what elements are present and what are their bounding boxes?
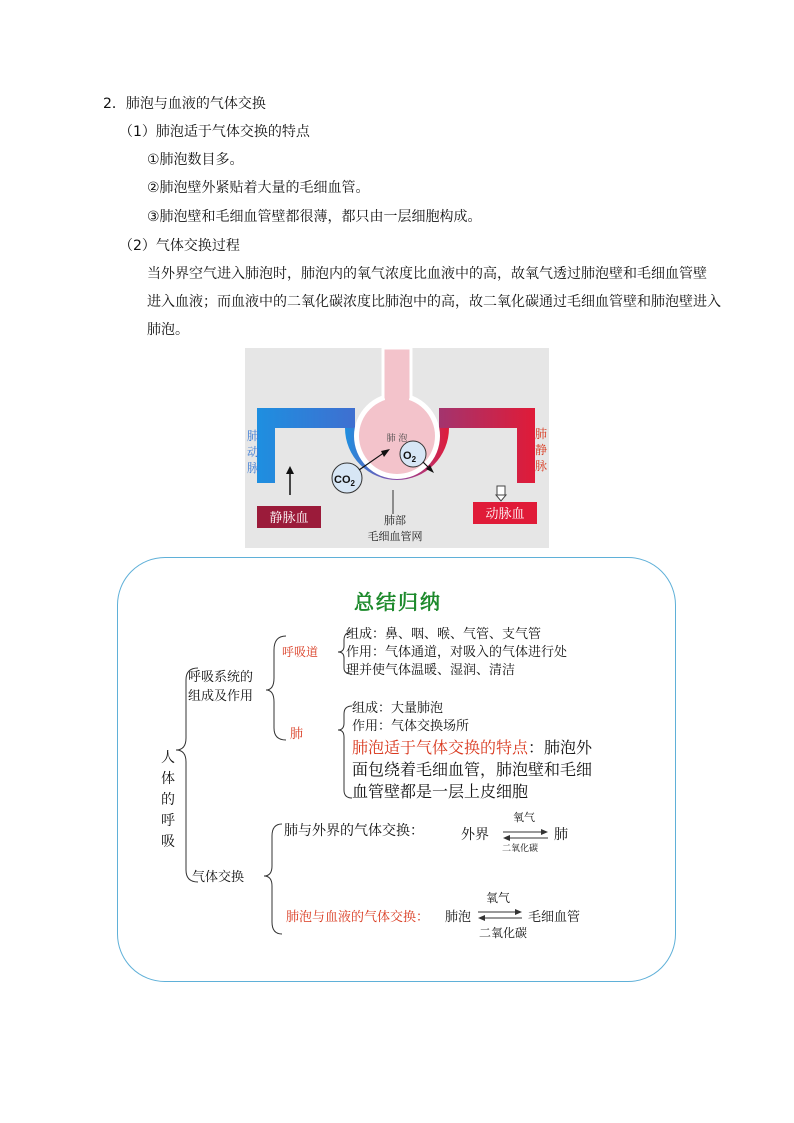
- o2-label: $O_2$: [403, 450, 417, 464]
- t-right-vessel-char: 肺: [534, 427, 548, 441]
- ex1-top: 氧气: [513, 811, 535, 824]
- ex1-label: 肺与外界的气体交换：: [284, 823, 424, 839]
- lung-line-1: 组成：大量肺泡: [352, 701, 444, 716]
- ex2-label: 肺泡与血液的气体交换：: [286, 910, 430, 925]
- alveolus-neck: [385, 388, 409, 404]
- lung-bracket: [338, 706, 352, 798]
- ex2-left: 肺泡: [445, 910, 472, 925]
- exchange-bracket: [264, 824, 282, 934]
- t-left-vessel-char: 肺: [246, 429, 260, 443]
- ex1-bottom: 二氧化碳: [502, 844, 539, 854]
- venous-blood-label: 静脉血: [269, 511, 309, 526]
- ex2-bottom: 二氧化碳: [479, 926, 528, 940]
- airway-line-2: 作用：气体通道，对吸入的气体进行处: [346, 645, 568, 660]
- lung-feature-heading: 肺泡适于气体交换的特点: [352, 738, 529, 757]
- lung-feature-line-3: 血管壁都是一层上皮细胞: [352, 782, 529, 801]
- system-label-line-1: 呼吸系统的: [188, 670, 254, 685]
- co2-label: $CO_2$: [334, 474, 355, 488]
- lung-feature-text-1: ：肺泡外: [528, 738, 593, 757]
- section-heading: 2．肺泡与血液的气体交换: [103, 96, 266, 112]
- paragraph-line-1: 当外界空气进入肺泡时，肺泡内的氧气浓度比血液中的高，故氧气透过肺泡壁和毛细血管壁: [147, 266, 707, 282]
- airway-line-1: 组成：鼻、咽、喉、气管、支气管: [346, 627, 542, 642]
- ex1-left: 外界: [461, 827, 489, 843]
- lung-feature-line-2: 面包绕着毛细血管，肺泡壁和毛细: [352, 760, 593, 779]
- subheading-features: （1）肺泡适于气体交换的特点: [119, 124, 310, 140]
- point-1: ①肺泡数目多。: [147, 152, 244, 168]
- point-3: ③肺泡壁和毛细血管壁都很薄，都只由一层细胞构成。: [147, 209, 482, 225]
- pulmonary-artery-label: [247, 428, 259, 475]
- capillary-label-line-2: 毛细血管网: [367, 530, 423, 543]
- summary-title: 总结归纳: [354, 590, 442, 614]
- lung-label: 肺: [290, 727, 304, 742]
- t-right-vessel-char: 脉: [534, 459, 548, 473]
- capillary-label-line-1: 肺部: [384, 514, 406, 527]
- lung-feature-line-1: [352, 737, 592, 759]
- airway-line-3: 理并使气体温暖、湿润、清洁: [346, 663, 516, 678]
- exchange-label: 气体交换: [192, 870, 245, 885]
- pulmonary-vein-label: [535, 426, 547, 473]
- root-label: 人体的呼吸: [161, 750, 175, 850]
- ex2-top: 氧气: [486, 891, 511, 905]
- point-2: ②肺泡壁外紧贴着大量的毛细血管。: [147, 180, 370, 196]
- lung-line-2: 作用：气体交换场所: [352, 719, 470, 734]
- ex1-right: 肺: [554, 827, 568, 843]
- ex2-right: 毛细血管: [528, 910, 581, 925]
- paragraph-line-2: 进入血液；而血液中的二氧化碳浓度比肺泡中的高，故二氧化碳通过毛细血管壁和肺泡壁进入: [147, 294, 721, 310]
- summary-box: [117, 557, 676, 982]
- paragraph-line-3: 肺泡。: [147, 322, 189, 338]
- system-label-line-2: 组成及作用: [188, 689, 254, 704]
- t-left-vessel-char: 动: [246, 445, 260, 459]
- arterial-blood-label: 动脉血: [485, 507, 525, 522]
- t-right-vessel-char: 静: [534, 443, 548, 457]
- airway-label: 呼吸道: [282, 645, 319, 659]
- alveolus-gas-exchange-diagram: [245, 348, 549, 548]
- alveolus-text: 肺 泡: [386, 434, 408, 444]
- t-left-vessel-char: 脉: [246, 461, 260, 475]
- subheading-process: （2）气体交换过程: [119, 238, 240, 254]
